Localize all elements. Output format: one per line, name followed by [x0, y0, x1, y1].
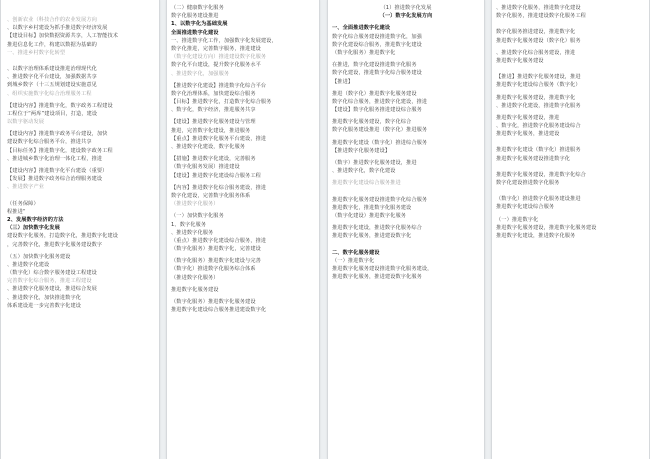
text-line: 【建设目标】加快数据资源共享，人工智能技术 [7, 33, 119, 40]
text-line: 、数字化，推进数字化服务建设综合 [496, 123, 581, 130]
text-line: 推进数字化服务建设，推进数字化 [496, 94, 576, 101]
text-line: 、推进数字化服务，推进数字化建设 [496, 5, 581, 11]
text-line: 【建设】数字化服务推进建设综合服务 [332, 107, 422, 114]
text-line: 推进数字化服务建设，推进 [496, 114, 560, 121]
text-line: 一、推进数字化工作，加强数字化发展建设， [171, 37, 277, 44]
section-heading: （一）数字化发展方向 [379, 13, 433, 20]
text-line: 数字化平台建设，提升数字化服务水平 [171, 62, 261, 69]
text-line: 推进数字化建设综合服务推进建设数字化 [171, 307, 267, 314]
text-line: 数字化综合服务建设推进数字化，加强 [332, 33, 422, 40]
text-line: 、数字化，数字经济，推进服务共享 [171, 107, 256, 114]
text-line: 1、数字化服务 [171, 221, 207, 228]
text-line: 数字化推进，完善数字服务，推进建设 [171, 45, 261, 52]
text-line: （数字化建设）推进数字化服务 [332, 212, 407, 219]
text-line: 【建设内容】推进数字政务平台建设，加快 [7, 131, 108, 138]
text-line: （数字化）推进数字化服务建设推进 [496, 196, 581, 203]
text-line: 数字化服务建设推进（数字化）推进服务 [332, 127, 428, 134]
text-line: 推进数字化建设综合服务 [496, 204, 555, 211]
text-line: 、推进数字化综合服务建设，推进 [496, 49, 576, 56]
text-line: 、推进数字产业 [7, 184, 45, 191]
text-line: 推进数字化建设（数字化）推进服务 [496, 147, 581, 154]
text-line: （数字）推进数字化服务建设，推进 [332, 160, 417, 166]
text-line: （数字化）推进数字化服务综合体系 [171, 266, 256, 273]
text-line: 推进（数字化）推进数字化服务建设 [332, 90, 417, 97]
text-line: （推进数字化服务） [171, 274, 219, 281]
text-line: 程推进“ [7, 208, 26, 215]
text-line: 【建设内容】推进数字化，数字政务工程建设 [7, 102, 113, 109]
text-line: 【推进】推进数字化服务建设，推进 [496, 74, 581, 81]
text-line: 【措施】推进数字化建设，完善服务 [171, 156, 256, 163]
text-line: 、创新农业（科技合作的农业发展方向 [7, 17, 97, 23]
document-page-2 [166, 0, 320, 459]
text-line: 推进数字化服务建设推进数字化 [496, 155, 571, 162]
text-line: 、推进城乡数字化治理一体化工程，推进 [7, 155, 103, 162]
text-line: 、以数字乡村建设为抓手推进数字经济发展 [7, 25, 108, 32]
text-line: 推进数字化服务建设，推进数字化服务建设 [496, 224, 597, 231]
text-line: 推进数字化服务建设 [496, 57, 544, 64]
text-line: 、推进数字化服务 [171, 229, 214, 236]
text-line: 【重点】推进数字化服务平台建设，推进 [171, 135, 267, 142]
text-line: 【建设】推进数字化服务建设与管理 [171, 119, 256, 126]
section-heading: 二、数字化服务建设 [332, 249, 380, 256]
text-line: 、推进数字化建设 [7, 261, 50, 268]
text-line: （一）推进数字化 [332, 257, 375, 264]
text-line: （1）推进数字化发展 [380, 5, 432, 11]
text-line: 推进信息化工作，构建以数据为基础的 [7, 41, 97, 48]
text-line: （数字化服务）推进数字化 [332, 49, 396, 56]
text-line: 数字化建设，完善数字化服务体系 [171, 192, 251, 199]
text-line: 、推进数字化建设，数字化服务 [171, 144, 246, 150]
document-page-3 [327, 0, 485, 459]
text-line: 推进数字化服务，推进建设数字化 [332, 233, 412, 240]
text-line: 推进数字化服务建设推进数字化综合服务 [332, 196, 428, 203]
text-line: 数字化治理体系，加快建设综合服务 [171, 90, 256, 97]
text-line: 推进数字化建设，推进数字化服务综合 [332, 225, 422, 232]
text-line: 、推进数字化建设，推进数字化服务 [496, 102, 581, 109]
text-line: 到城乡数字（十三五规划建设实施意见 [7, 82, 97, 89]
text-line: 数字化建设综合服务，推进数字化建设 [332, 41, 422, 48]
document-page-1 [0, 0, 160, 459]
text-line: 推进数字化建设，推进数字化服务 [496, 232, 576, 239]
text-line: 建设数字化综合服务平台，推进共享 [7, 139, 92, 146]
text-line: 数字化综合服务，推进数字化建设，推进 [332, 98, 428, 105]
text-line: 体系建设进一步完善数字化建设 [7, 302, 82, 309]
text-line: （数字化）综合数字服务建设工程建设 [7, 270, 97, 277]
text-line: （数字化服务）推进数字化建设与完善 [171, 258, 261, 265]
text-line: 、推进数字化，数字化建设 [332, 168, 396, 175]
text-line: （数字化建设方向）推进建设数字化服务 [171, 54, 267, 61]
text-line: 数字化服务建设推进 [171, 13, 219, 20]
text-line: 以数字驱动发展 [7, 119, 45, 126]
text-line: （数字化服务发展）推进建设 [171, 164, 240, 171]
text-line: 推进数字化服务建设（数字化）服务 [496, 37, 581, 44]
text-line: 、推进数字化平台建设，加强数据共享 [7, 74, 97, 81]
text-line: （数字化服务）推进数字化服务建设 [171, 299, 256, 305]
text-line: 推进数字化建设综合服务（数字化） [496, 82, 581, 89]
text-line: 推进数字化服务建设，数字化综合 [332, 119, 412, 126]
text-line: （五）加快数字化服务建设 [7, 253, 71, 260]
section-heading: 1、以数字化为基础发展 [171, 21, 228, 28]
text-line: 推进数字化服务建设推进数字化服务建设， [332, 265, 433, 272]
text-line: 【发展】推进数字政务综合治理服务建设 [7, 176, 103, 183]
text-line: （数字化服务）推进数字化，完善建设 [171, 246, 261, 253]
text-line: 推进数字化，推进数字化服务建设 [332, 204, 412, 211]
text-line: 数字化建设推进数字化服务 [496, 180, 560, 186]
text-line: 【建设】推进数字化建设综合服务工程 [171, 172, 261, 179]
text-line: （推进数字化服务） [171, 201, 219, 208]
text-line: 在推进，数字化建设推进数字化服务 [332, 62, 417, 69]
text-line: 数字化服务，推进建设数字化服务工程 [496, 13, 586, 20]
text-line: 、组织实施数字化综合治理服务工程 [7, 90, 92, 97]
text-line: 【目标】推进数字化，打造数字化综合服务 [171, 99, 272, 106]
text-line: 推进，完善数字化建设，推进服务 [171, 127, 251, 134]
text-line: （二）健康数字化服务 [171, 5, 224, 11]
text-line: 推进数字化服务，推进建设数字化服务 [332, 274, 422, 281]
text-line: （一）推进数字化 [496, 216, 539, 223]
section-heading: （三）加快数字化发展 [7, 225, 60, 232]
text-line: 一、推进乡村数字化转型 [7, 49, 66, 56]
text-line: ，完善数字化，推进数字化服务建设数字 [7, 241, 103, 248]
text-line: 【推进数字化建设】推进数字化综合平台 [171, 82, 267, 89]
text-line: 推进数字化服务建设 [171, 286, 219, 293]
section-heading: 2、发展数字经济的方法 [7, 216, 64, 223]
text-line: 完善数字化综合服务，推进工程建设 [7, 278, 92, 285]
text-line: 、推进数字化，加快推进数字化 [7, 294, 82, 301]
section-heading: 全面推进数字化建设 [171, 29, 219, 36]
text-line: 【内容】推进数字化综合服务建设，推进 [171, 184, 267, 191]
text-line: 【目标任务】推进数字化，建设数字政务工程 [7, 147, 113, 154]
text-line: 、以数字治理体系建设推进治理现代化 [7, 65, 97, 72]
text-line: 建设数字化服务，打造数字化，推进数字化建设 [7, 233, 119, 240]
text-line: 【推进】 [332, 78, 354, 85]
text-line: 【推进数字化服务建设】 [332, 147, 391, 154]
text-line: 数字化建设，推进数字化综合服务建设 [332, 70, 422, 77]
text-line: 推进数字化建设（数字化）推进综合服务 [332, 139, 428, 146]
text-line: （一）加快数字化服务 [171, 213, 224, 220]
text-line: 【建设内容】推进数字化平台建设（重要） [7, 168, 108, 174]
text-line: 推进数字化服务，推进建设 [496, 131, 560, 138]
text-line: 数字化服务推进建设，推进数字化 [496, 29, 576, 36]
text-line: 、推进数字化，加强服务 [171, 70, 230, 77]
text-line: 、推进数字化服务建设，推进综合发展 [7, 286, 97, 293]
text-line: 推进数字化服务建设，推进数字化综合 [496, 171, 586, 178]
text-line: 工程位于“两库”建设项目，打造，建设 [7, 110, 98, 117]
text-line: （任务保障） [7, 200, 39, 207]
section-heading: 一、全面推进数字化建设 [332, 25, 391, 32]
text-line: 推进数字化建设综合服务推进 [332, 180, 401, 187]
text-line: （重点）推进数字化建设综合服务，推进 [171, 237, 267, 244]
document-page-4 [491, 0, 650, 459]
